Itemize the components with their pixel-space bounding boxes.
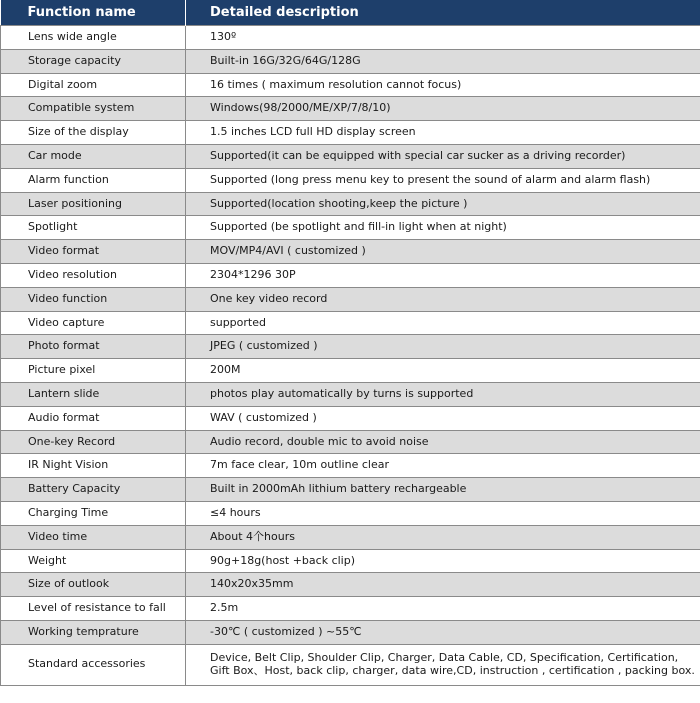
table-row [1, 359, 700, 383]
row-label: Video format [1, 240, 186, 264]
row-value: 16 times ( maximum resolution cannot focus) [186, 73, 700, 97]
table-row [1, 73, 700, 97]
row-label: Level of resistance to fall [1, 597, 186, 621]
row-label: Lens wide angle [1, 26, 186, 50]
row-value: 7m face clear, 10m outline clear [186, 454, 700, 478]
table-row [1, 311, 700, 335]
row-value: photos play automatically by turns is supported [186, 382, 700, 406]
row-value: Supported (be spotlight and fill-in light when at night) [186, 216, 700, 240]
table-row [1, 406, 700, 430]
row-value: WAV ( customized ) [186, 406, 700, 430]
row-label: Audio format [1, 406, 186, 430]
table-row [1, 240, 700, 264]
table-row [1, 644, 700, 685]
row-label: Photo format [1, 335, 186, 359]
row-label: Battery Capacity [1, 478, 186, 502]
row-label: Alarm function [1, 168, 186, 192]
row-label: Lantern slide [1, 382, 186, 406]
table-row [1, 97, 700, 121]
row-label: Storage capacity [1, 49, 186, 73]
row-value: Supported (long press menu key to present the sound of alarm and alarm flash) [186, 168, 700, 192]
row-label: Digital zoom [1, 73, 186, 97]
row-value: Built-in 16G/32G/64G/128G [186, 49, 700, 73]
row-value: 1.5 inches LCD full HD display screen [186, 121, 700, 145]
row-label: Video function [1, 287, 186, 311]
row-label: Standard accessories [1, 644, 186, 685]
table-row [1, 49, 700, 73]
row-value: Built in 2000mAh lithium battery rechargeable [186, 478, 700, 502]
row-label: One-key Record [1, 430, 186, 454]
table-row [1, 525, 700, 549]
table-row [1, 263, 700, 287]
row-label: Weight [1, 549, 186, 573]
row-label: Size of outlook [1, 573, 186, 597]
table-row [1, 335, 700, 359]
header-function-name: Function name [1, 0, 186, 26]
row-value: 130º [186, 26, 700, 50]
row-label: Compatible system [1, 97, 186, 121]
row-label: Laser positioning [1, 192, 186, 216]
table-row [1, 192, 700, 216]
row-label: Picture pixel [1, 359, 186, 383]
header-detailed-description: Detailed description [186, 0, 700, 26]
row-label: Charging Time [1, 501, 186, 525]
row-value: Windows(98/2000/ME/XP/7/8/10) [186, 97, 700, 121]
row-label: Size of the display [1, 121, 186, 145]
row-value: 200M [186, 359, 700, 383]
row-value: -30℃ ( customized ) ~55℃ [186, 620, 700, 644]
row-label: Spotlight [1, 216, 186, 240]
row-label: Video capture [1, 311, 186, 335]
row-label: Working temprature [1, 620, 186, 644]
table-row [1, 287, 700, 311]
row-value: supported [186, 311, 700, 335]
table-row [1, 216, 700, 240]
row-label: IR Night Vision [1, 454, 186, 478]
row-value: 2.5m [186, 597, 700, 621]
row-value: ≤4 hours [186, 501, 700, 525]
table-row [1, 454, 700, 478]
table-header-row [1, 0, 700, 26]
row-value: 140x20x35mm [186, 573, 700, 597]
table-row [1, 597, 700, 621]
row-value: MOV/MP4/AVI ( customized ) [186, 240, 700, 264]
row-value: One key video record [186, 287, 700, 311]
row-value: 2304*1296 30P [186, 263, 700, 287]
table-row [1, 501, 700, 525]
row-label: Video time [1, 525, 186, 549]
row-value: 90g+18g(host +back clip) [186, 549, 700, 573]
table-row [1, 620, 700, 644]
row-value: Device, Belt Clip, Shoulder Clip, Charger, Data Cable, CD, Specification, Certification, Gift Box、Host, back clip, charger, data wire,CD, instruction , certification , packing box. [186, 644, 700, 685]
table-row [1, 121, 700, 145]
row-value: Supported(location shooting,keep the picture ) [186, 192, 700, 216]
table-row [1, 430, 700, 454]
table-row [1, 168, 700, 192]
row-value: Audio record, double mic to avoid noise [186, 430, 700, 454]
table-row [1, 26, 700, 50]
row-value: About 4个hours [186, 525, 700, 549]
table-row [1, 549, 700, 573]
row-value: JPEG ( customized ) [186, 335, 700, 359]
row-label: Video resolution [1, 263, 186, 287]
row-label: Car mode [1, 144, 186, 168]
table-row [1, 573, 700, 597]
row-value: Supported(it can be equipped with special car sucker as a driving recorder) [186, 144, 700, 168]
table-row [1, 478, 700, 502]
table-row [1, 382, 700, 406]
table-row [1, 144, 700, 168]
